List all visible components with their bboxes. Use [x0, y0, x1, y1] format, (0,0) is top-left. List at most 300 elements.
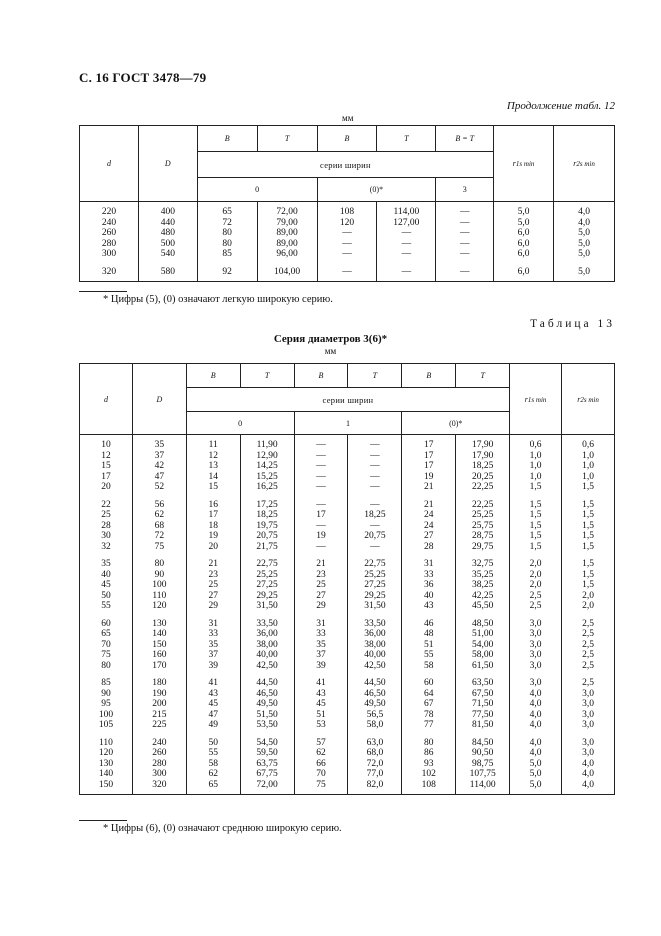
table-cell: 215 [132, 710, 186, 721]
table-cell: 4,0 [562, 759, 615, 770]
table-cell: 92 [197, 260, 257, 282]
header-T: T [377, 126, 436, 152]
table-row [80, 710, 615, 721]
table-cell: 17 [402, 435, 456, 451]
table-cell: 55 [186, 748, 240, 759]
table-cell: 42,50 [348, 661, 402, 672]
table12-footnote: * Цифры (5), (0) означают легкую широкую серию. [103, 294, 333, 305]
table-cell: 49,50 [348, 699, 402, 710]
table-cell: 1,0 [510, 451, 562, 462]
table-cell: 89,00 [257, 228, 317, 239]
table-cell: 45 [186, 699, 240, 710]
table-cell: 80 [402, 731, 456, 749]
table-cell: 3,0 [562, 720, 615, 731]
table-cell: 120 [80, 748, 133, 759]
header-r1s-min: r1s min [494, 126, 554, 202]
table-cell: 62 [294, 748, 348, 759]
table-cell: 52 [132, 482, 186, 493]
table-cell: 3,0 [510, 612, 562, 630]
table-cell: 440 [138, 218, 197, 229]
table-cell: 33 [402, 570, 456, 581]
table-cell: 120 [317, 218, 377, 229]
table-cell: — [317, 239, 377, 250]
table-cell: 500 [138, 239, 197, 250]
table-cell: — [348, 521, 402, 532]
table-cell: 66 [294, 759, 348, 770]
table-cell: 58 [186, 759, 240, 770]
table-cell: — [294, 472, 348, 483]
table-cell: — [294, 435, 348, 451]
table-cell: 25 [186, 580, 240, 591]
table-cell: 54,00 [456, 640, 510, 651]
table-cell: 1,0 [562, 451, 615, 462]
table-cell: 1,5 [562, 570, 615, 581]
table-cell: 280 [132, 759, 186, 770]
table-cell: 21 [186, 552, 240, 570]
table-cell: 80 [197, 239, 257, 250]
table-cell: 85 [197, 249, 257, 260]
table13-title: Серия диаметров 3(6)* [273, 333, 388, 345]
table-cell: 60 [80, 612, 133, 630]
header-T: T [348, 364, 402, 388]
table-cell: 42,50 [240, 661, 294, 672]
table-cell: 90 [80, 689, 133, 700]
table-row [80, 699, 615, 710]
table13-units: мм [324, 346, 337, 356]
table-cell: 45 [294, 699, 348, 710]
table-cell: 51 [294, 710, 348, 721]
table-cell: 49,50 [240, 699, 294, 710]
table-cell: 19 [294, 531, 348, 542]
table-cell: 50 [186, 731, 240, 749]
table-cell: — [436, 260, 494, 282]
table-cell: 5,0 [554, 228, 615, 239]
table-cell: 17 [294, 510, 348, 521]
table-cell: 480 [138, 228, 197, 239]
table-cell: 108 [402, 780, 456, 795]
table-row [80, 435, 615, 451]
header-group-3: 3 [436, 178, 494, 202]
table-cell: 36,00 [348, 629, 402, 640]
table-cell: 58,00 [456, 650, 510, 661]
table-cell: 51,50 [240, 710, 294, 721]
header-d: d [80, 364, 133, 435]
table-cell: 240 [132, 731, 186, 749]
table-cell: 1,5 [562, 531, 615, 542]
table-row [80, 260, 615, 282]
table-cell: 114,00 [456, 780, 510, 795]
table-cell: 25,75 [456, 521, 510, 532]
table-cell: 59,50 [240, 748, 294, 759]
header-B: B [197, 126, 257, 152]
table-cell: 39 [186, 661, 240, 672]
table-cell: — [377, 228, 436, 239]
table-cell: 170 [132, 661, 186, 672]
table-cell: 68 [132, 521, 186, 532]
table-cell: 225 [132, 720, 186, 731]
table-row [80, 239, 615, 250]
table-cell: 80 [80, 661, 133, 672]
table-cell: 70 [294, 769, 348, 780]
table-cell: 100 [80, 710, 133, 721]
table-row [80, 629, 615, 640]
table-cell: 18,25 [456, 461, 510, 472]
table-cell: 35 [186, 640, 240, 651]
table-cell: 21 [402, 493, 456, 511]
table-cell: 54,50 [240, 731, 294, 749]
header-D: D [138, 126, 197, 202]
table-cell: 63,0 [348, 731, 402, 749]
table-cell: 31,50 [240, 601, 294, 612]
table-cell: — [317, 260, 377, 282]
table-cell: — [317, 228, 377, 239]
table-cell: 72,00 [257, 202, 317, 218]
table-cell: — [294, 461, 348, 472]
table-cell: 51 [402, 640, 456, 651]
table-cell: 2,0 [562, 591, 615, 602]
table-cell: 62 [186, 769, 240, 780]
table-cell: — [348, 461, 402, 472]
table-cell: 3,0 [562, 710, 615, 721]
table-cell: — [348, 542, 402, 553]
table-cell: 21 [294, 552, 348, 570]
table-cell: 90,50 [456, 748, 510, 759]
table-cell: 40,00 [348, 650, 402, 661]
header-B: B [317, 126, 377, 152]
table-cell: 33,50 [348, 612, 402, 630]
table-cell: 19 [402, 472, 456, 483]
table-cell: 4,0 [510, 748, 562, 759]
table-cell: 20,25 [456, 472, 510, 483]
table-cell: 220 [80, 202, 139, 218]
table-cell: 4,0 [562, 769, 615, 780]
table-cell: 1,0 [510, 461, 562, 472]
table-cell: 72 [197, 218, 257, 229]
continuation-label: Продолжение табл. 12 [506, 100, 615, 112]
table-cell: — [377, 249, 436, 260]
header-group-1: 1 [294, 412, 402, 435]
table-cell: 18 [186, 521, 240, 532]
table-cell: 2,0 [562, 601, 615, 612]
table-cell: 32 [80, 542, 133, 553]
table-row [80, 552, 615, 570]
table-cell: 39 [294, 661, 348, 672]
table-cell: 1,5 [562, 552, 615, 570]
table-cell: 1,5 [510, 482, 562, 493]
table-cell: 84,50 [456, 731, 510, 749]
table-cell: 70 [80, 640, 133, 651]
table-cell: 5,0 [554, 239, 615, 250]
table-cell: — [436, 228, 494, 239]
table-cell: 46 [402, 612, 456, 630]
table-cell: 77,0 [348, 769, 402, 780]
table-cell: 47 [132, 472, 186, 483]
header-d: d [80, 126, 139, 202]
header-r2s-min: r2s min [554, 126, 615, 202]
table-cell: 42 [132, 461, 186, 472]
header-D: D [132, 364, 186, 435]
table-cell: 130 [132, 612, 186, 630]
table-cell: 1,5 [562, 493, 615, 511]
table-cell: 37 [132, 451, 186, 462]
table-cell: 22,25 [456, 493, 510, 511]
table-cell: 85 [80, 671, 133, 689]
table-cell: 21,75 [240, 542, 294, 553]
table-cell: 3,0 [562, 748, 615, 759]
table-cell: 17,90 [456, 435, 510, 451]
table-12-body [80, 202, 615, 282]
table-cell: 53 [294, 720, 348, 731]
table-cell: — [436, 249, 494, 260]
table-cell: 67,75 [240, 769, 294, 780]
table-cell: 24 [402, 510, 456, 521]
table-cell: — [348, 451, 402, 462]
table-cell: 40 [80, 570, 133, 581]
table-cell: 27,25 [240, 580, 294, 591]
table-cell: 56,5 [348, 710, 402, 721]
table-cell: 46,50 [240, 689, 294, 700]
table-cell: 1,5 [510, 493, 562, 511]
header-B: B [294, 364, 348, 388]
table-cell: 62 [132, 510, 186, 521]
table-cell: 12 [80, 451, 133, 462]
table-cell: 260 [80, 228, 139, 239]
table-cell: 127,00 [377, 218, 436, 229]
table-cell: — [294, 493, 348, 511]
table-cell: 300 [80, 249, 139, 260]
table-cell: 68,0 [348, 748, 402, 759]
table-cell: 4,0 [510, 731, 562, 749]
table-13 [79, 363, 615, 795]
table-cell: 30 [80, 531, 133, 542]
table-cell: 5,0 [510, 759, 562, 770]
table-cell: 4,0 [510, 699, 562, 710]
table-cell: 14 [186, 472, 240, 483]
table-cell: 96,00 [257, 249, 317, 260]
table-cell: 31 [402, 552, 456, 570]
header-T: T [456, 364, 510, 388]
table-cell: 45 [80, 580, 133, 591]
table-cell: 48 [402, 629, 456, 640]
table-cell: 28 [80, 521, 133, 532]
table-cell: 580 [138, 260, 197, 282]
table-cell: 150 [80, 780, 133, 795]
table-cell: 45,50 [456, 601, 510, 612]
table-row [80, 769, 615, 780]
table-cell: 200 [132, 699, 186, 710]
table12-units: мм [342, 113, 354, 123]
table-cell: 13 [186, 461, 240, 472]
table-row [80, 521, 615, 532]
table-cell: 38,00 [240, 640, 294, 651]
table-cell: 1,5 [562, 542, 615, 553]
table-cell: 300 [132, 769, 186, 780]
table-cell: 15 [186, 482, 240, 493]
table-cell: 1,5 [562, 510, 615, 521]
table-cell: 18,25 [348, 510, 402, 521]
table-cell: 17,90 [456, 451, 510, 462]
table13-label: Таблица 13 [530, 318, 615, 330]
table-cell: 25,25 [456, 510, 510, 521]
table-cell: 43 [294, 689, 348, 700]
table-cell: 56 [132, 493, 186, 511]
table-row [80, 451, 615, 462]
table-cell: 35 [294, 640, 348, 651]
table-cell: 120 [132, 601, 186, 612]
table-cell: 27 [186, 591, 240, 602]
table-cell: — [348, 493, 402, 511]
table-cell: 23 [294, 570, 348, 581]
table-cell: 17 [80, 472, 133, 483]
table-cell: 2,5 [562, 661, 615, 672]
table-cell: 3,0 [510, 640, 562, 651]
table-cell: 40,00 [240, 650, 294, 661]
table-row [80, 531, 615, 542]
table-cell: 75 [132, 542, 186, 553]
table-cell: 2,0 [510, 580, 562, 591]
table-cell: 100 [132, 580, 186, 591]
table-cell: 31 [294, 612, 348, 630]
table-cell: 1,5 [510, 510, 562, 521]
table-cell: 81,50 [456, 720, 510, 731]
footnote-rule [79, 820, 127, 821]
table-cell: 25,25 [348, 570, 402, 581]
table-cell: 46,50 [348, 689, 402, 700]
table-cell: 37 [186, 650, 240, 661]
table-cell: 61,50 [456, 661, 510, 672]
table-cell: — [317, 249, 377, 260]
table-cell: 2,5 [562, 671, 615, 689]
page-header: С. 16 ГОСТ 3478—79 [79, 70, 207, 85]
table-row [80, 720, 615, 731]
table-cell: 27 [402, 531, 456, 542]
table-row [80, 461, 615, 472]
table-cell: 63,75 [240, 759, 294, 770]
table-cell: 150 [132, 640, 186, 651]
table-cell: 33 [294, 629, 348, 640]
table-cell: — [294, 451, 348, 462]
table-cell: 35 [80, 552, 133, 570]
table-cell: 1,5 [562, 482, 615, 493]
header-group-0: 0 [186, 412, 294, 435]
table-cell: 1,0 [562, 461, 615, 472]
table-cell: 2,5 [510, 591, 562, 602]
table-cell: 6,0 [494, 228, 554, 239]
table-cell: 72,0 [348, 759, 402, 770]
table-cell: 5,0 [510, 769, 562, 780]
table-cell: 80 [132, 552, 186, 570]
table-cell: 140 [132, 629, 186, 640]
table-cell: 3,0 [510, 629, 562, 640]
table-row [80, 661, 615, 672]
table-cell: 80 [197, 228, 257, 239]
header-r2s-min: r2s min [562, 364, 615, 435]
table-cell: 140 [80, 769, 133, 780]
table-cell: 51,00 [456, 629, 510, 640]
table-row [80, 780, 615, 795]
table-cell: — [348, 472, 402, 483]
table-cell: 11,90 [240, 435, 294, 451]
table-cell: 20 [186, 542, 240, 553]
header-B-equals-T: B = T [436, 126, 494, 152]
header-group-0-star: (0)* [317, 178, 436, 202]
table-cell: — [377, 239, 436, 250]
table-row [80, 759, 615, 770]
table-cell: 15,25 [240, 472, 294, 483]
table-cell: 40 [402, 591, 456, 602]
table-row [80, 601, 615, 612]
table-cell: 11 [186, 435, 240, 451]
table-cell: 400 [138, 202, 197, 218]
table-cell: 3,0 [510, 671, 562, 689]
table-cell: 57 [294, 731, 348, 749]
table-cell: 18,25 [240, 510, 294, 521]
header-group-0: 0 [197, 178, 317, 202]
table-cell: 67 [402, 699, 456, 710]
table-cell: 16,25 [240, 482, 294, 493]
table-cell: 108 [317, 202, 377, 218]
table-cell: 15 [80, 461, 133, 472]
table-cell: 5,0 [494, 218, 554, 229]
table-cell: 19 [186, 531, 240, 542]
table-row [80, 731, 615, 749]
table-cell: 0,6 [510, 435, 562, 451]
table-cell: 86 [402, 748, 456, 759]
table-cell: 25,25 [240, 570, 294, 581]
table-cell: 60 [402, 671, 456, 689]
table-cell: 29,25 [240, 591, 294, 602]
table-cell: 3,0 [562, 699, 615, 710]
table-cell: 3,0 [562, 689, 615, 700]
table-cell: 75 [80, 650, 133, 661]
table-cell: — [294, 521, 348, 532]
table-cell: 72 [132, 531, 186, 542]
table-cell: 5,0 [510, 780, 562, 795]
table-cell: 38,25 [456, 580, 510, 591]
table-cell: 22,75 [348, 552, 402, 570]
table-cell: 5,0 [554, 260, 615, 282]
table-cell: 5,0 [494, 202, 554, 218]
table-cell: 1,0 [562, 472, 615, 483]
header-width-series: серии ширин [186, 388, 509, 412]
table-cell: — [348, 435, 402, 451]
table-cell: 4,0 [510, 720, 562, 731]
table-row [80, 482, 615, 493]
table-cell: 2,5 [562, 640, 615, 651]
table-cell: 17,25 [240, 493, 294, 511]
table-cell: 67,50 [456, 689, 510, 700]
table-row [80, 580, 615, 591]
table-cell: 25 [80, 510, 133, 521]
table-cell: 2,0 [510, 570, 562, 581]
table-cell: 65 [186, 780, 240, 795]
table-row [80, 228, 615, 239]
table-cell: 55 [402, 650, 456, 661]
header-T: T [257, 126, 317, 152]
table-cell: 6,0 [494, 260, 554, 282]
table-cell: 28,75 [456, 531, 510, 542]
table-cell: 58 [402, 661, 456, 672]
table-cell: 71,50 [456, 699, 510, 710]
table-cell: 2,0 [510, 552, 562, 570]
table-cell: 260 [132, 748, 186, 759]
table-row [80, 493, 615, 511]
table-row [80, 510, 615, 521]
table-cell: 79,00 [257, 218, 317, 229]
table-cell: 110 [132, 591, 186, 602]
table-row [80, 472, 615, 483]
table-cell: 41 [294, 671, 348, 689]
